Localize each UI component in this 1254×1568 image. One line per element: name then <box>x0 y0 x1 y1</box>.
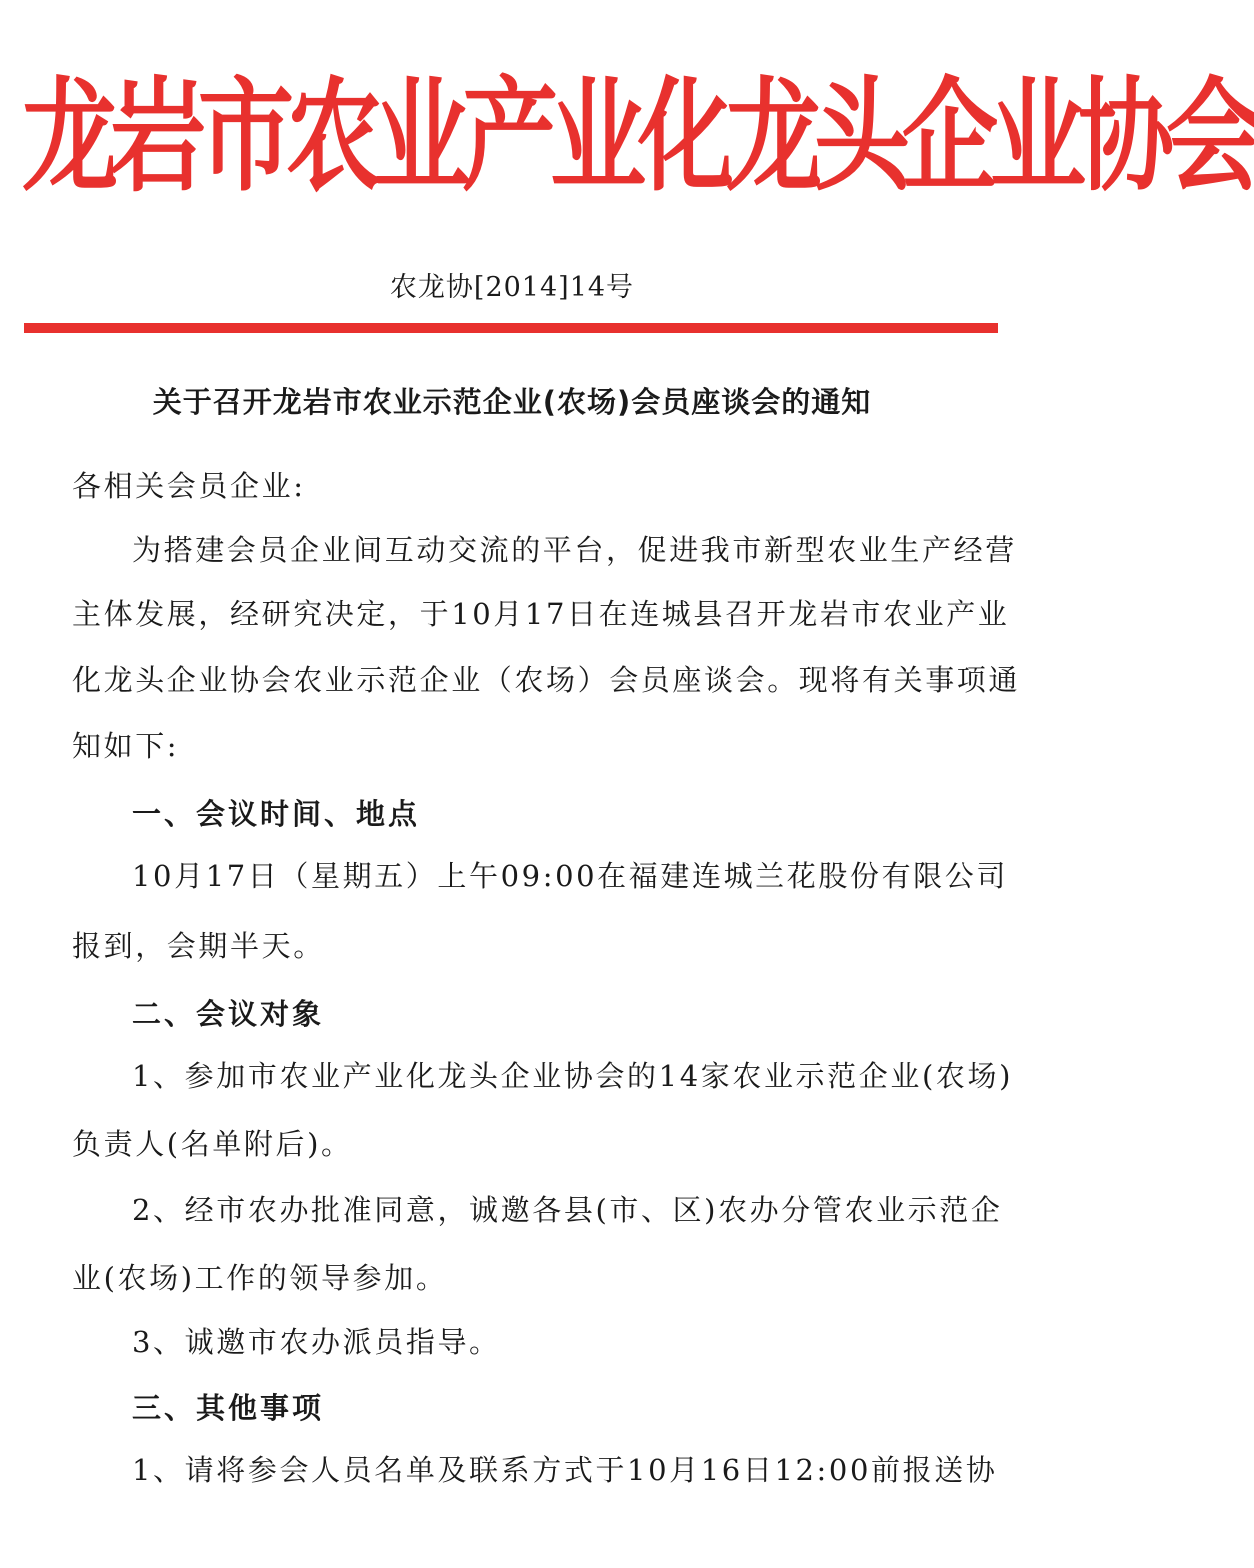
notice-title: 关于召开龙岩市农业示范企业(农场)会员座谈会的通知 <box>152 385 872 419</box>
document-number: 农龙协[2014]14号 <box>389 272 635 303</box>
letterhead-org-name: 龙岩市农业产业化龙头企业协会 <box>22 65 1254 209</box>
intro-line: 知如下: <box>72 729 180 763</box>
salutation: 各相关会员企业: <box>72 469 306 503</box>
intro-line: 为搭建会员企业间互动交流的平台，促进我市新型农业生产经营 <box>132 533 1017 567</box>
section-line: 10月17日（星期五）上午09:00在福建连城兰花股份有限公司 <box>132 859 1008 893</box>
section-heading-time-place: 一、会议时间、地点 <box>132 797 421 831</box>
section-line: 1、参加市农业产业化龙头企业协会的14家农业示范企业(农场) <box>132 1059 1013 1093</box>
section-line: 1、请将参会人员名单及联系方式于10月16日12:00前报送协 <box>132 1453 998 1487</box>
section-line: 3、诚邀市农办派员指导。 <box>132 1325 501 1359</box>
letterhead-red-rule <box>24 323 998 333</box>
intro-line: 主体发展，经研究决定，于10月17日在连城县召开龙岩市农业产业 <box>72 597 1010 631</box>
intro-line: 化龙头企业协会农业示范企业（农场）会员座谈会。现将有关事项通 <box>72 663 1021 697</box>
section-line: 报到，会期半天。 <box>72 929 325 963</box>
section-line: 负责人(名单附后)。 <box>72 1127 353 1161</box>
section-line: 业(农场)工作的领导参加。 <box>72 1261 448 1295</box>
section-line: 2、经市农办批准同意，诚邀各县(市、区)农办分管农业示范企 <box>132 1193 1003 1227</box>
section-heading-other-matters: 三、其他事项 <box>132 1391 325 1425</box>
section-heading-attendees: 二、会议对象 <box>132 997 325 1031</box>
